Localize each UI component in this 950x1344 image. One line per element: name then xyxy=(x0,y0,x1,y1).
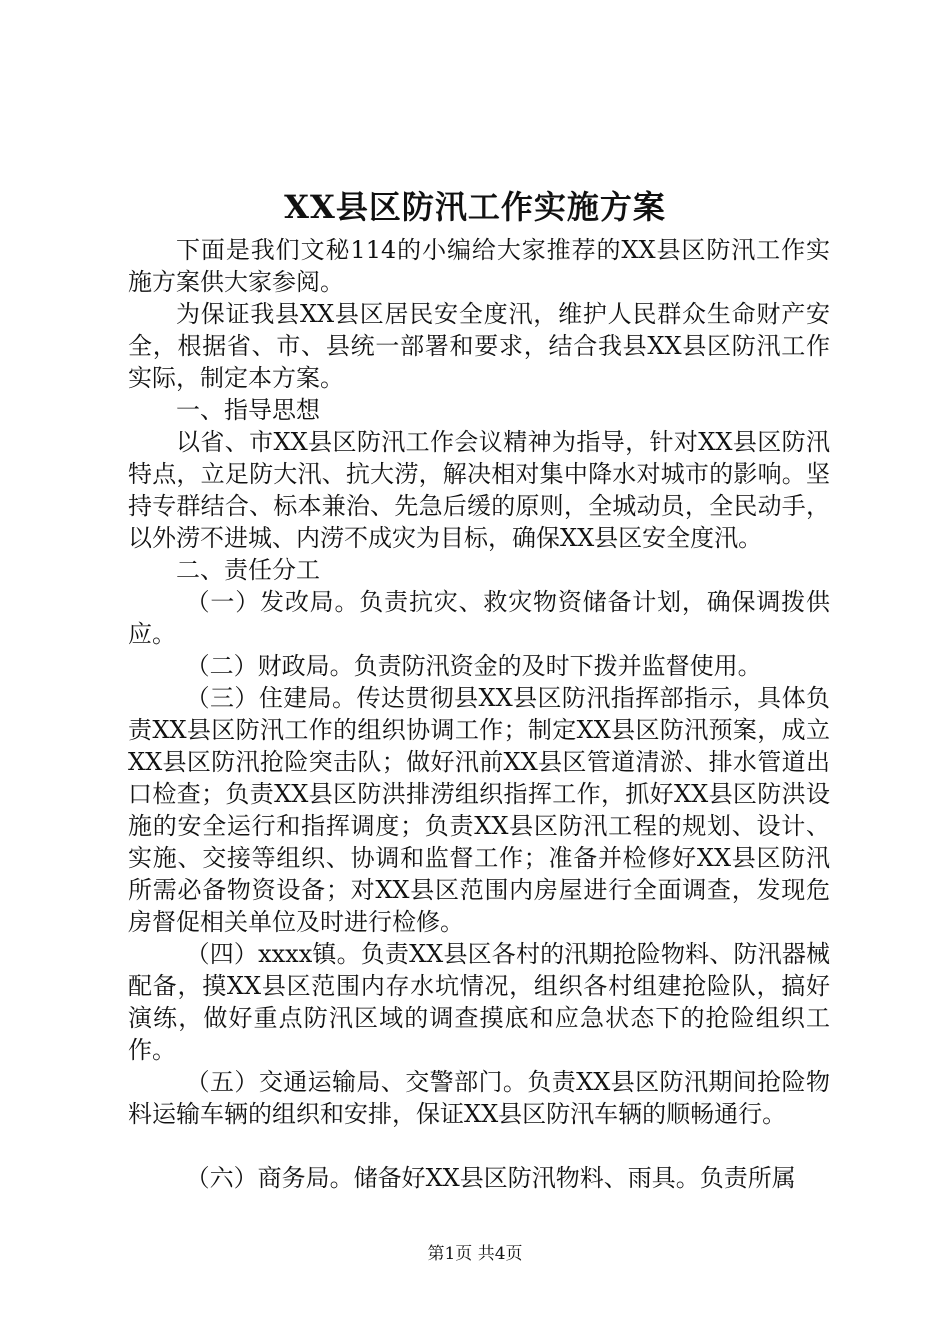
responsibility-item-5: （五）交通运输局、交警部门。负责XX县区防汛期间抢险物料运输车辆的组织和安排，保证XX县区防汛车辆的顺畅通行。 xyxy=(128,1068,830,1128)
responsibility-item-6: （六）商务局。储备好XX县区防汛物料、雨具。负责所属 xyxy=(185,1164,796,1192)
responsibility-item-1: （一）发改局。负责抗灾、救灾物资储备计划，确保调拨供应。 xyxy=(128,588,830,648)
responsibility-item-2: （二）财政局。负责防汛资金的及时下拨并监督使用。 xyxy=(185,652,762,680)
page-footer: 第1页 共4页 xyxy=(427,1244,523,1264)
purpose-paragraph: 为保证我县XX县区居民安全度汛，维护人民群众生命财产安全，根据省、市、县统一部署和要求，结合我县XX县区防汛工作实际，制定本方案。 xyxy=(128,300,830,392)
document-body xyxy=(128,234,830,1194)
intro-paragraph: 下面是我们文秘114的小编给大家推荐的XX县区防汛工作实施方案供大家参阅。 xyxy=(128,236,830,296)
guiding-thought-paragraph: 以省、市XX县区防汛工作会议精神为指导，针对XX县区防汛特点，立足防大汛、抗大涝，解决相对集中降水对城市的影响。坚持专群结合、标本兼治、先急后缓的原则，全城动员，全民动手，以外涝不进城、内涝不成灾为目标，确保XX县区安全度汛。 xyxy=(128,428,830,552)
document-title: XX县区防汛工作实施方案 xyxy=(284,188,666,226)
section-heading-guiding-thought: 一、指导思想 xyxy=(176,396,320,424)
section-heading-responsibilities: 二、责任分工 xyxy=(176,556,320,584)
responsibility-item-3: （三）住建局。传达贯彻县XX县区防汛指挥部指示，具体负责XX县区防汛工作的组织协调工作；制定XX县区防汛预案，成立XX县区防汛抢险突击队；做好汛前XX县区管道清淤、排水管道出口检查；负责XX县区防洪排涝组织指挥工作，抓好XX县区防洪设施的安全运行和指挥调度；负责XX县区防汛工程的规划、设计、实施、交接等组织、协调和监督工作；准备并检修好XX县区防汛所需必备物资设备；对XX县区范围内房屋进行全面调查，发现危房督促相关单位及时进行检修。 xyxy=(128,684,830,936)
responsibility-item-4: （四）xxxx镇。负责XX县区各村的汛期抢险物料、防汛器械配备，摸XX县区范围内存水坑情况，组织各村组建抢险队，搞好演练，做好重点防汛区域的调查摸底和应急状态下的抢险组织工作。 xyxy=(128,940,830,1064)
